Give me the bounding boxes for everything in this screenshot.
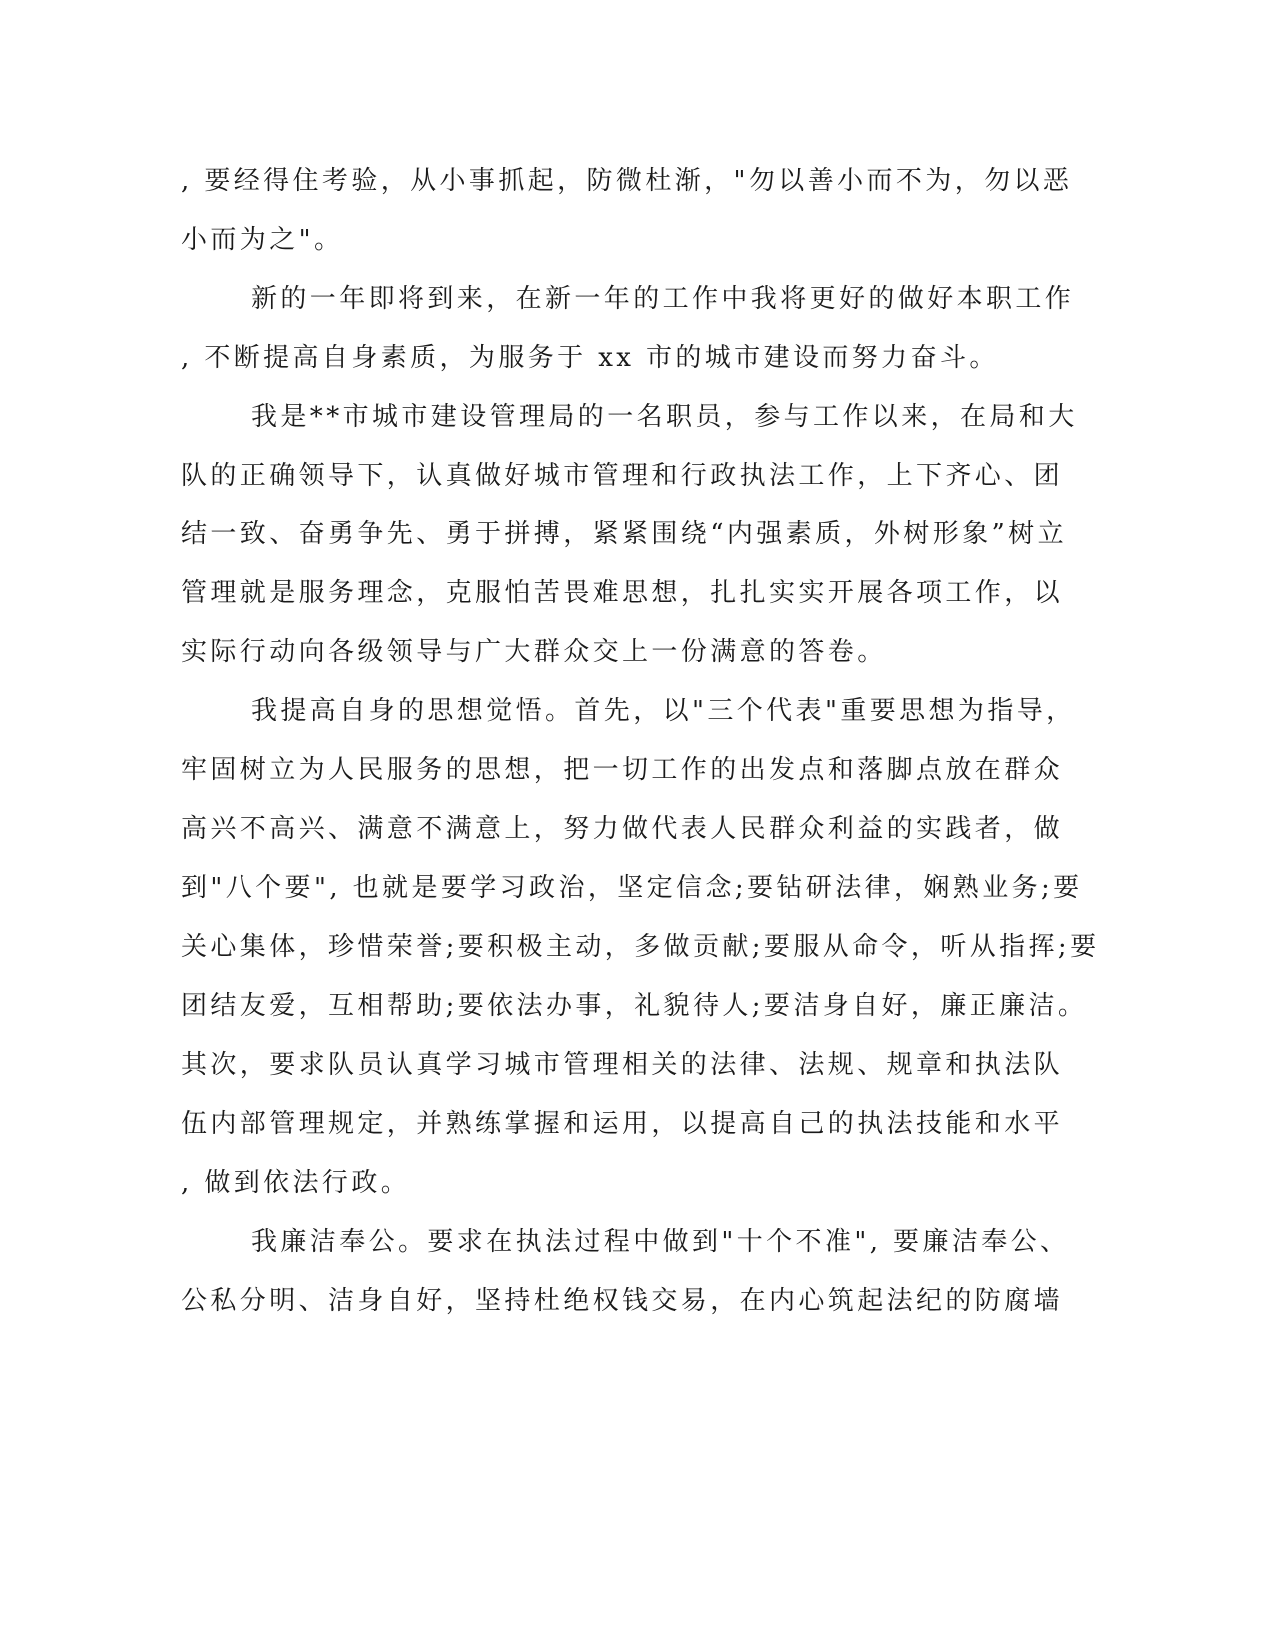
- text-line: 团结友爱，互相帮助;要依法办事，礼貌待人;要洁身自好，廉正廉洁。: [181, 991, 1088, 1021]
- text-line: 管理就是服务理念，克服怕苦畏难思想，扎扎实实开展各项工作，以: [181, 578, 1064, 608]
- paragraph-start-line: 新的一年即将到来，在新一年的工作中我将更好的做好本职工作: [251, 284, 1075, 314]
- text-line: 结一致、奋勇争先、勇于拼搏，紧紧围绕“内强素质，外树形象”树立: [181, 519, 1067, 549]
- text-line: 实际行动向各级领导与广大群众交上一份满意的答卷。: [181, 637, 887, 667]
- paragraph-start-line: 我是**市城市建设管理局的一名职员，参与工作以来，在局和大: [251, 402, 1078, 432]
- text-line: 公私分明、洁身自好，坚持杜绝权钱交易，在内心筑起法纪的防腐墙: [181, 1286, 1064, 1316]
- text-line: 其次，要求队员认真学习城市管理相关的法律、法规、规章和执法队: [181, 1050, 1064, 1080]
- text-line: 高兴不高兴、满意不满意上，努力做代表人民群众利益的实践者，做: [181, 814, 1064, 844]
- paragraph-start-line: 我廉洁奉公。要求在执法过程中做到"十个不准", 要廉洁奉公、: [251, 1227, 1070, 1257]
- text-line: 小而为之"。: [181, 225, 344, 255]
- text-line: , 不断提高自身素质，为服务于 xx 市的城市建设而努力奋斗。: [181, 343, 999, 373]
- paragraph-start-line: 我提高自身的思想觉悟。首先，以"三个代表"重要思想为指导，: [251, 696, 1076, 726]
- text-line: 牢固树立为人民服务的思想，把一切工作的出发点和落脚点放在群众: [181, 755, 1064, 785]
- text-line: , 要经得住考验，从小事抓起，防微杜渐，"勿以善小而不为，勿以恶: [181, 166, 1073, 196]
- text-line: 伍内部管理规定，并熟练掌握和运用，以提高自己的执法技能和水平: [181, 1109, 1064, 1139]
- text-line: 队的正确领导下，认真做好城市管理和行政执法工作，上下齐心、团: [181, 461, 1064, 491]
- text-line: 到"八个要", 也就是要学习政治，坚定信念;要钻研法律，娴熟业务;要: [181, 873, 1083, 903]
- text-line: , 做到依法行政。: [181, 1168, 411, 1198]
- text-line: 关心集体，珍惜荣誉;要积极主动，多做贡献;要服从命令，听从指挥;要: [181, 932, 1100, 962]
